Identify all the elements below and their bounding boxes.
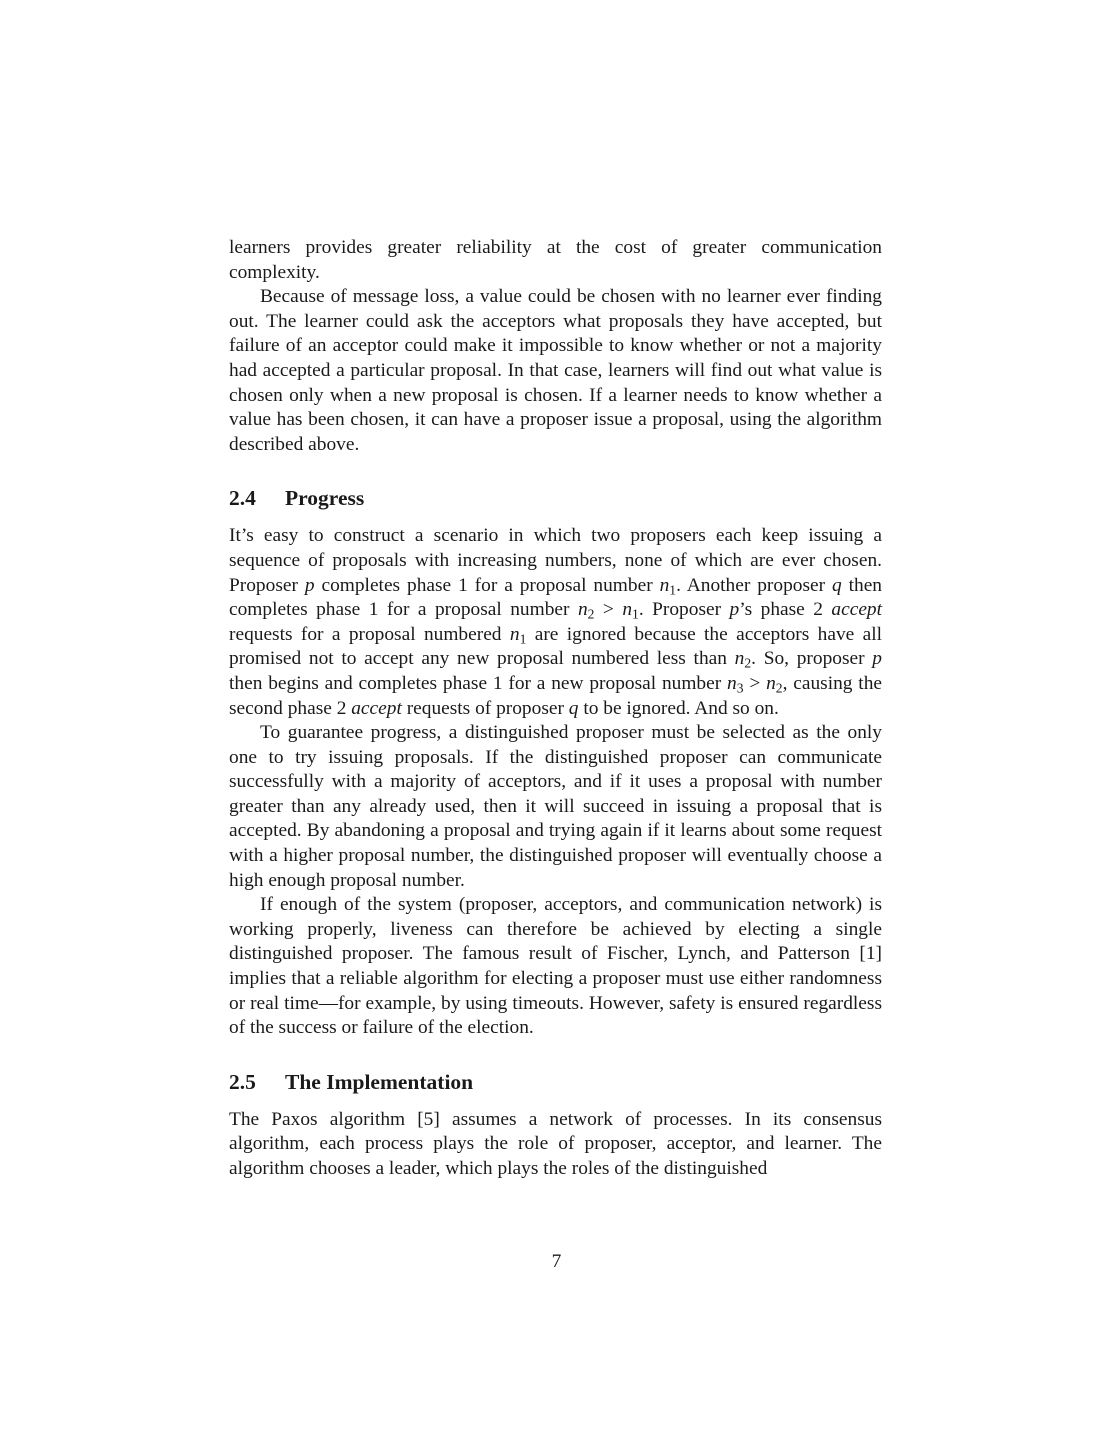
math-variable: $n_2$ [766,672,783,696]
paragraph-paxos-implementation: The Paxos algorithm [5] assumes a network of processes. In its consensus algorithm, each process plays the role of proposer, acceptor, and learner. The algorithm chooses a leader, which plays the roles of the distinguished [229,1108,882,1179]
section-number: 2.5 [229,1069,256,1094]
paragraph-continuation: learners provides greater reliability at the cost of greater communication complexity. [229,237,882,283]
math-variable: q [832,574,842,596]
section-title: Progress [285,486,365,511]
section-heading-implementation [229,1069,882,1095]
math-subscript: 2 [775,680,783,696]
section-heading-progress [229,485,882,511]
math-variable: $n_1$ [659,574,677,597]
paragraph-scenario: It’s easy to construct a scenario in which two proposers each keep issuing a sequence of proposals with increasing numbers, none of which are ever chosen. Proposer p completes phase 1 for a proposal number $n_1$. Another proposer q then completes phase 1 for a proposal number $n_2 > n_1$. Proposer p’s phase 2 accept requests for a proposal numbered $n_1$ are ignored because the acceptors have all promised not to accept any new proposal numbered less than $n_2$. So, proposer p then begins and completes phase 1 for a new proposal number $n_3 > n_2$, causing the second phase 2 accept requests of proposer q to be ignored. And so on. [229,525,883,719]
section-number: 2.4 [229,486,256,511]
paragraph-message-loss: Because of message loss, a value could be chosen with no learner ever finding out. The learner could ask the acceptors what proposals they have accepted, but failure of an acceptor could make it impossible to know whether or not a majority had accepted a particular proposal. In that case, learners will find out what value is chosen only when a new proposal is chosen. If a learner needs to know whether a value has been chosen, it can have a proposer issue a proposal, using the algorithm described above. [229,286,882,455]
math-subscript: 2 [587,606,595,622]
math-subscript: 1 [632,606,639,622]
section-title: The Implementation [285,1069,474,1094]
math-variable: $n_2$ [577,599,595,622]
paragraph-liveness: If enough of the system (proposer, acceptors, and communication network) is working properly, liveness can therefore be achieved by electing a single distinguished proposer. The famous result of Fischer, Lynch, and Patterson [1] implies that a reliable algorithm for electing a proposer must use either randomness or real time—for example, by using timeouts. However, safety is ensured regardless of the success or failure of the election. [229,894,882,1039]
math-variable: $n_1$ [622,599,639,622]
math-subscript: 1 [669,581,677,597]
math-variable: p [729,599,740,621]
math-variable: p [304,574,315,596]
math-subscript: 1 [519,631,527,647]
math-variable: $n_3$ [727,672,744,696]
math-subscript: 2 [744,655,752,671]
paragraph-guarantee-progress: To guarantee progress, a distinguished proposer must be selected as the only one to try issuing proposals. If the distinguished proposer can communicate successfully with a majority of acceptors, and if it uses a proposal with number greater than any already used, then it will succeed in issuing a proposal that is accepted. By abandoning a proposal and trying again if it learns about some request with a higher proposal number, the distinguished proposer will eventually choose a high enough proposal number. [229,722,882,891]
emphasis: accept [831,599,883,621]
emphasis: accept [351,697,402,719]
math-variable: $n_2$ [734,648,752,671]
math-subscript: 3 [736,680,744,696]
math-variable: $n_1$ [509,623,527,647]
page-body [229,236,882,1182]
math-variable: q [568,697,579,719]
math-variable: p [872,648,882,670]
page-number: 7 [551,1251,562,1272]
